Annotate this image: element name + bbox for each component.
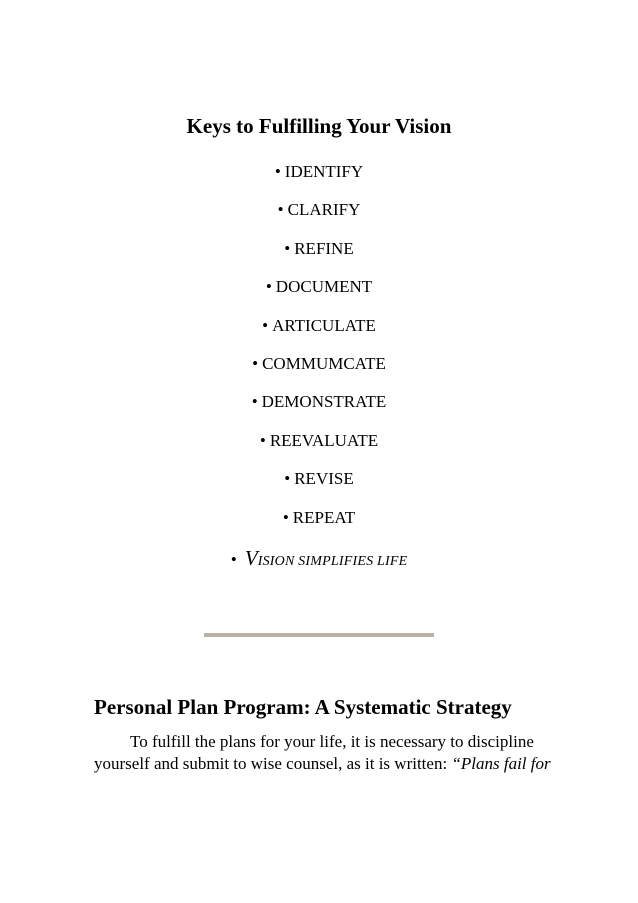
list-item — [0, 390, 638, 428]
paragraph-line-2-text: yourself and submit to wise counsel, as it is written: — [94, 754, 452, 773]
key-item-reevaluate: REEVALUATE — [269, 430, 379, 450]
bullet-icon: • — [251, 392, 258, 412]
list-item — [0, 467, 638, 505]
list-item — [0, 237, 638, 275]
bullet-icon: • — [277, 200, 284, 220]
list-item — [0, 429, 638, 467]
list-item — [0, 160, 638, 198]
bullet-icon: • — [230, 550, 237, 569]
tagline-initial: V — [244, 546, 258, 570]
paragraph-line-1: To fulfill the plans for your life, it is necessary to discipline — [130, 732, 534, 751]
paragraph-line-2 — [94, 753, 551, 775]
bullet-icon: • — [284, 238, 291, 258]
section-divider — [204, 633, 434, 637]
section-heading: Personal Plan Program: A Systematic Strategy — [94, 695, 512, 719]
key-item-communicate: COMMUMCATE — [262, 353, 386, 373]
list-item — [0, 506, 638, 544]
key-item-refine: REFINE — [294, 238, 354, 258]
tagline-text: ISION SIMPLIFIES LIFE — [257, 554, 408, 569]
list-item — [0, 198, 638, 236]
key-item-articulate: ARTICULATE — [272, 315, 376, 335]
bullet-icon: • — [282, 507, 289, 527]
list-item — [0, 314, 638, 352]
key-item-document: DOCUMENT — [275, 277, 373, 297]
key-item-identify: IDENTIFY — [284, 162, 364, 181]
bullet-icon: • — [265, 277, 272, 297]
key-item-clarify: CLARIFY — [287, 200, 361, 220]
keys-list — [0, 160, 638, 544]
bullet-icon: • — [274, 162, 281, 181]
vision-tagline — [0, 546, 638, 571]
list-item — [0, 275, 638, 313]
list-item — [0, 352, 638, 390]
key-item-demonstrate: DEMONSTRATE — [261, 392, 387, 412]
bullet-icon: • — [284, 469, 291, 489]
bullet-icon: • — [252, 353, 259, 373]
key-item-repeat: REPEAT — [292, 507, 356, 527]
scripture-quote: “Plans fail for — [451, 754, 551, 773]
bullet-icon: • — [262, 315, 269, 335]
keys-heading: Keys to Fulfilling Your Vision — [186, 114, 452, 138]
body-paragraph — [94, 731, 551, 775]
key-item-revise: REVISE — [294, 469, 354, 489]
bullet-icon: • — [259, 430, 266, 450]
